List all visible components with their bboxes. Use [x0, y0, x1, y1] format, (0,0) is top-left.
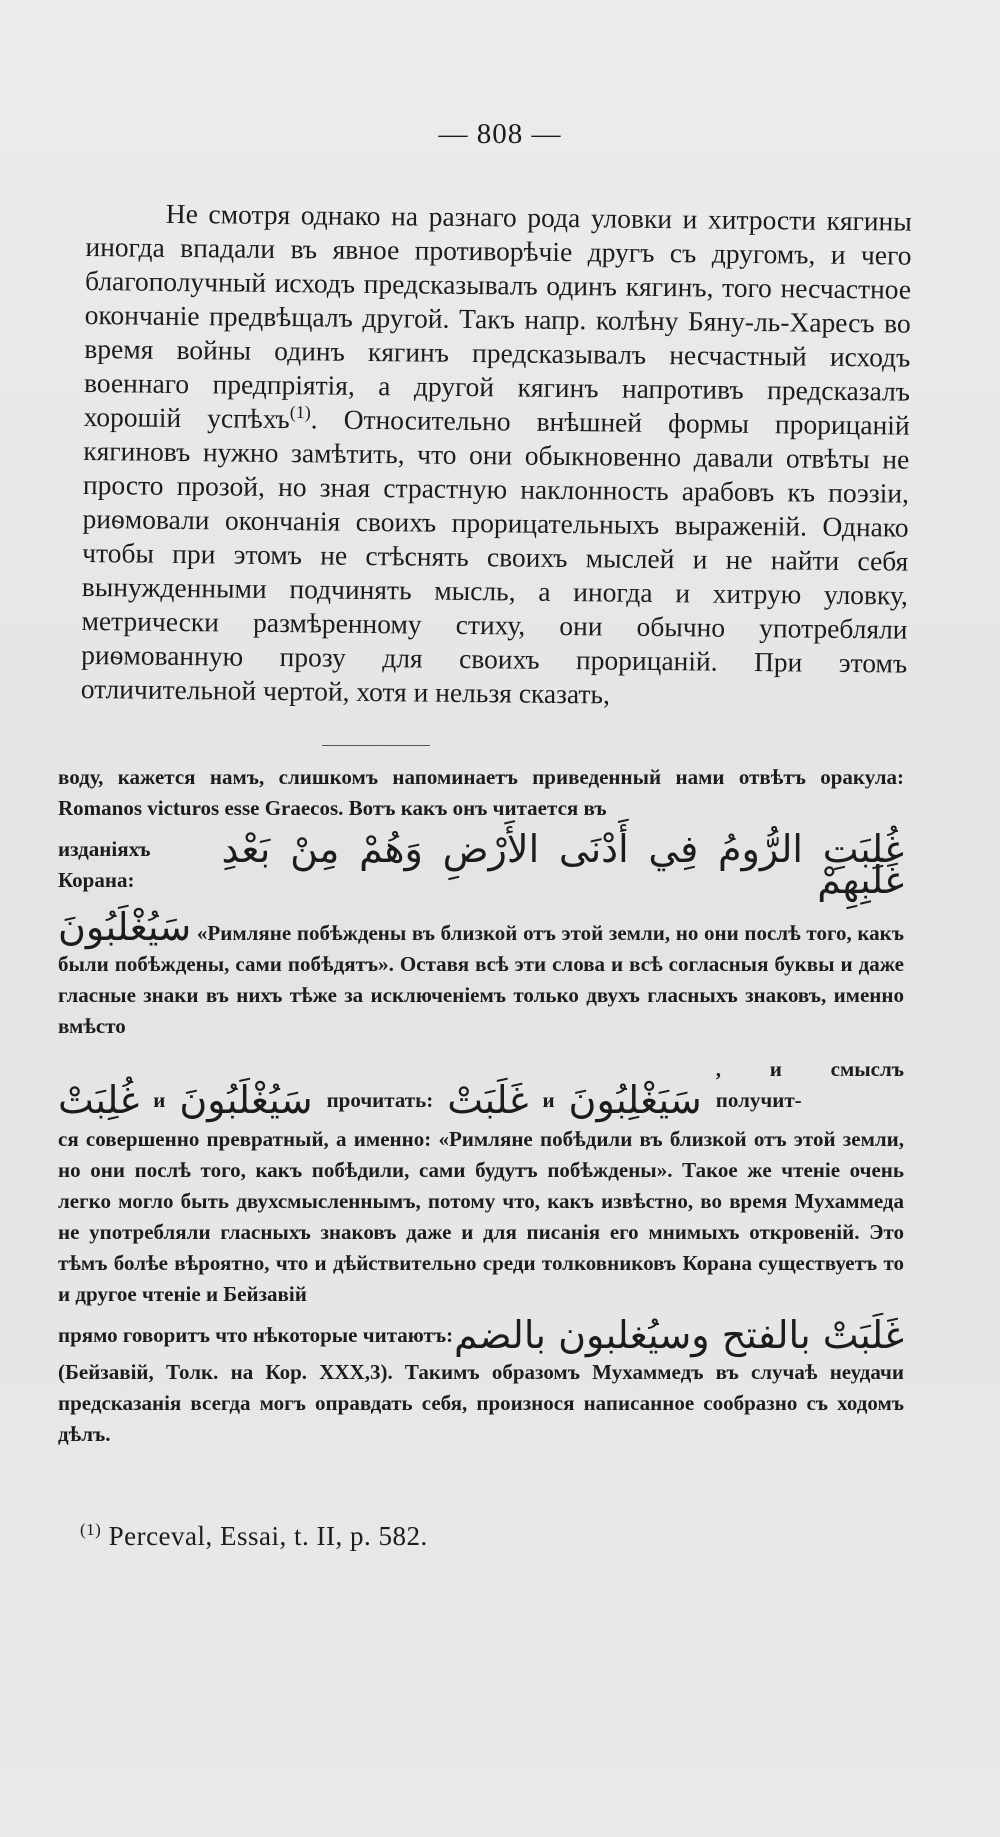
- footnote: [80, 1520, 428, 1552]
- meaning-start: , и смыслъ получит-: [715, 1057, 904, 1112]
- conjunction-and-1: и: [153, 1088, 166, 1112]
- main-text-part-1: Не смотря однако на разнаго рода уловки и хитрости кягины иногда впадали въ явное противорѣчіе другъ съ другомъ, и чего благополучный исходъ предсказывалъ одинъ кягинъ, того несчастное окончаніе предвѣщалъ другой. Такъ напр. колѣну Бяну-ль-Харесъ во время войны одинъ кягинъ предсказывалъ несчастный исходъ военнаго предпріятія, а другой кягинъ напротивъ предсказалъ хорошій успѣхъ: [83, 197, 912, 435]
- arabic-quote-2: غَلَبَتْ بالفتح وسيُغلبون بالضم: [454, 1313, 904, 1357]
- koran-quote-line: [58, 827, 904, 902]
- note-paragraph-1: воду, кажется намъ, слишкомъ напоминаетъ приведенный нами отвѣтъ оракула: Romanos victuros esse Graecos. Вотъ какъ онъ читается въ: [58, 765, 904, 820]
- note-label-editions: изданіяхъ Корана:: [58, 837, 151, 892]
- arabic-quote-1b: سَيُغْلَبُونَ: [58, 905, 192, 949]
- main-paragraph: [81, 196, 912, 715]
- separator-rule: [322, 745, 430, 746]
- note-paragraph-2: [58, 905, 905, 1042]
- arabic-quote-1: غُلِبَتِ الرُّومُ فِي أَدْنَى الأَرْضِ وَهُمْ مِنْ بَعْدِ غَلَبِهِمْ: [221, 827, 904, 902]
- footnote-marker: (1): [80, 1520, 102, 1539]
- conjunction-and-2: и: [542, 1088, 555, 1112]
- main-text-part-2: . Относительно внѣшней формы прорицаній кягиновъ нужно замѣтить, что они обыкновенно давали отвѣты не просто прозой, но зная страстную наклонность арабовъ къ поэзіи, риѳмовали окончанія своихъ прорицательныхъ выраженій. Однако чтобы при этомъ не стѣснять своихъ мыслей и не найти себя вынужденными подчинять мысль, а иногда и хитрую уловку, метрически размѣренному стиху, они обычно употребляли риѳмованную прозу для своихъ прорицаній. При этомъ отличительной чертой, хотя и нельзя сказать,: [80, 403, 910, 710]
- arabic-word-a: غُلِبَتْ: [58, 1078, 140, 1122]
- reading-variant-line: [58, 1054, 904, 1122]
- note-paragraph-5: (Бейзавій, Толк. на Кор. XXX,3). Такимъ образомъ Мухаммедъ въ случаѣ неудачи предсказанія всегда могъ оправдать себя, произнося написанное сообразно съ ходомъ дѣлъ.: [58, 1360, 904, 1446]
- main-text-block: [81, 196, 912, 715]
- note-paragraph-4-start: прямо говоритъ что нѣкоторые читаютъ:: [58, 1323, 454, 1347]
- arabic-word-c: غَلَبَتْ: [447, 1078, 529, 1122]
- page-number: — 808 —: [438, 118, 562, 150]
- footnote-reference: (1): [289, 401, 311, 423]
- arabic-word-b: سَيُغْلَبُونَ: [179, 1078, 313, 1122]
- read-as-label: прочитать:: [326, 1088, 434, 1112]
- note-paragraph-3: ся совершенно превратный, а именно: «Римляне побѣдили въ близкой отъ этой земли, но они послѣ того, какъ побѣдили, сами будутъ побѣждены». Такое же чтеніе очень легко могло быть двухсмысленнымъ, потому что, какъ извѣстно, во время Мухаммеда не употребляли гласныхъ знаковъ даже и для писанія его мнимыхъ откровеній. Это тѣмъ болѣе вѣроятно, что и дѣйствительно среди толковниковъ Корана существуетъ то и другое чтеніе и Бейзавій: [58, 1127, 904, 1306]
- baidawi-quote-line: [58, 1313, 904, 1357]
- arabic-word-d: سَيَغْلِبُونَ: [568, 1078, 702, 1122]
- footnote-text: Perceval, Essai, t. II, p. 582.: [108, 1521, 428, 1551]
- continued-note: [58, 762, 904, 1450]
- note-translation-1: «Римляне побѣждены въ близкой отъ этой земли, но они послѣ того, какъ были побѣждены, сами побѣдятъ». Оставя всѣ эти слова и всѣ согласныя буквы и даже гласные знаки въ нихъ тѣже за исключеніемъ только двухъ гласныхъ знаковъ, именно вмѣсто: [58, 921, 905, 1038]
